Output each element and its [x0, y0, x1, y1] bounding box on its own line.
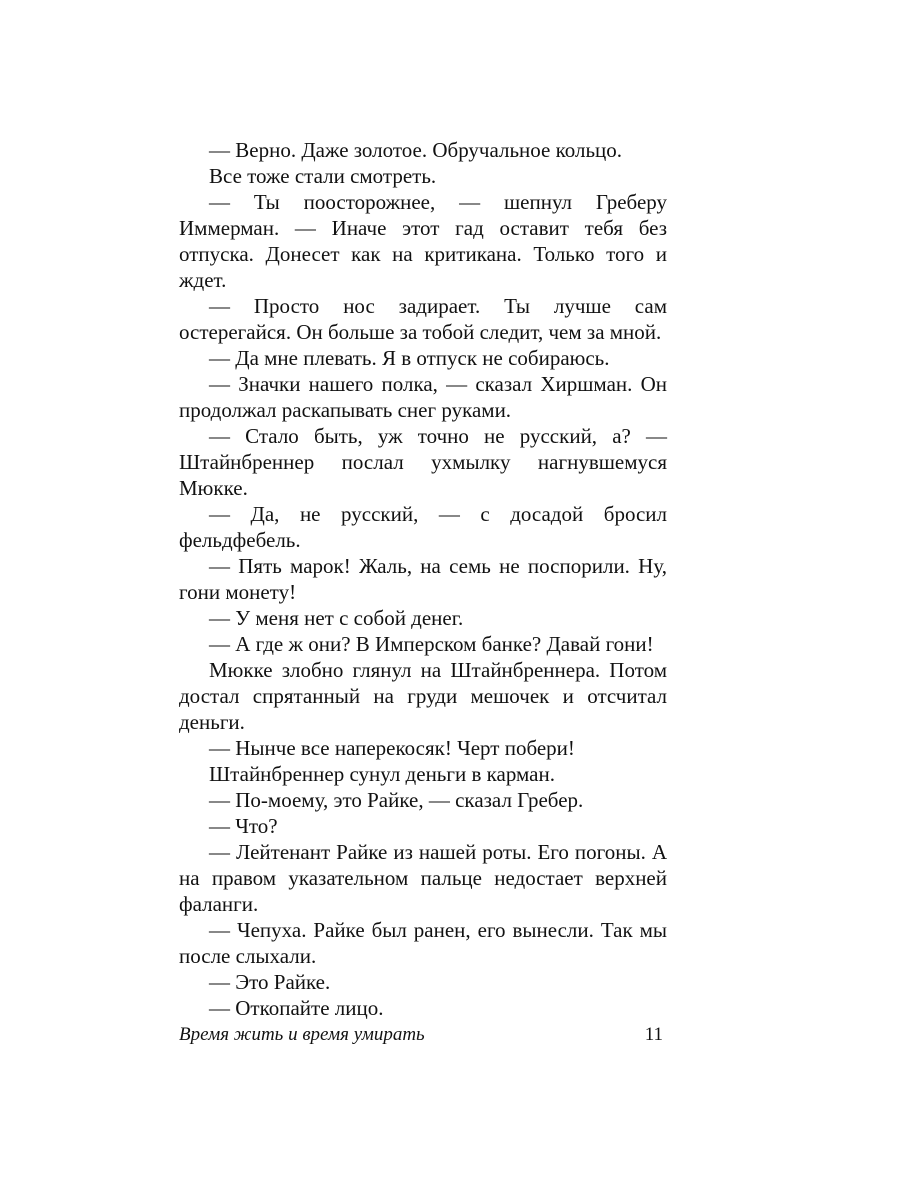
- paragraph: — Верно. Даже золотое. Обручальное кольцо.: [209, 138, 623, 162]
- paragraph: — Лейтенант Райке из нашей роты. Его погоны. А на правом указательном пальце недостает верхней фаланги.: [179, 840, 667, 916]
- paragraph: Мюкке злобно глянул на Штайнбреннера. Потом достал спрятанный на груди мешочек и отсчитал деньги.: [179, 658, 667, 734]
- paragraph: — Да, не русский, — с досадой бросил фельдфебель.: [179, 502, 667, 552]
- paragraph: — Ты поосторожнее, — шепнул Греберу Иммерман. — Иначе этот гад оставит тебя без отпуска. Донесет как на критикана. Только того и ждет.: [179, 190, 667, 292]
- paragraph: — Значки нашего полка, — сказал Хиршман. Он продолжал раскапывать снег руками.: [179, 372, 667, 422]
- paragraph: — Да мне плевать. Я в отпуск не собираюсь.: [209, 346, 610, 370]
- paragraph: Все тоже стали смотреть.: [209, 164, 437, 188]
- paragraph: — Стало быть, уж точно не русский, а? — Штайнбреннер послал ухмылку нагнувшемуся Мюкке.: [179, 424, 667, 500]
- body-text: [179, 137, 667, 1021]
- paragraph: — Нынче все наперекосяк! Черт побери!: [209, 736, 575, 760]
- paragraph: — Это Райке.: [209, 970, 331, 994]
- paragraph: — Откопайте лицо.: [209, 996, 384, 1020]
- running-title: Время жить и время умирать: [179, 1024, 425, 1045]
- paragraph: — А где ж они? В Имперском банке? Давай гони!: [209, 632, 654, 656]
- paragraph: — Просто нос задирает. Ты лучше сам остерегайся. Он больше за тобой следит, чем за мной.: [179, 294, 667, 344]
- page-number: 11: [644, 1024, 663, 1045]
- paragraph: — Чепуха. Райке был ранен, его вынесли. Так мы после слыхали.: [179, 918, 667, 968]
- paragraph: — Пять марок! Жаль, на семь не поспорили. Ну, гони монету!: [179, 554, 667, 604]
- paragraph: Штайнбреннер сунул деньги в карман.: [209, 762, 555, 786]
- paragraph: — Что?: [209, 814, 278, 838]
- paragraph: — У меня нет с собой денег.: [209, 606, 464, 630]
- paragraph: — По-моему, это Райке, — сказал Гребер.: [209, 788, 584, 812]
- page-footer: [179, 1024, 667, 1054]
